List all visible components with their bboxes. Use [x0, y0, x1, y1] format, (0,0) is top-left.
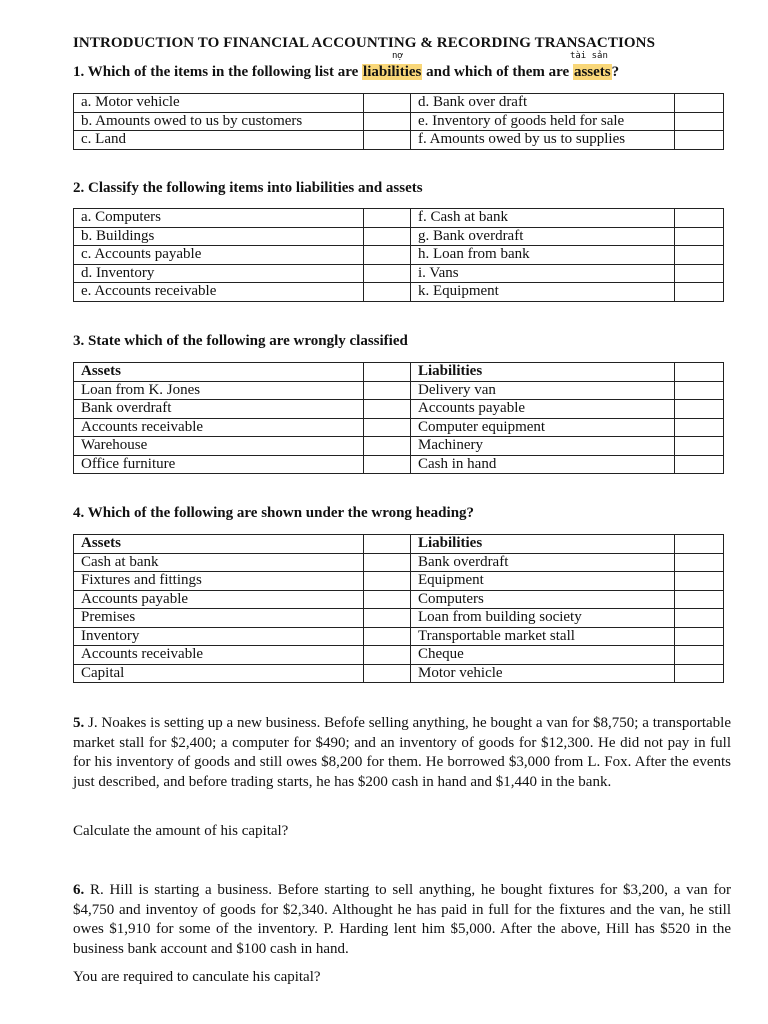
item-cell: Computer equipment [411, 418, 675, 437]
answer-cell[interactable] [675, 646, 724, 665]
answer-cell[interactable] [675, 664, 724, 683]
assets-column-header: Assets [74, 363, 364, 382]
item-cell: b. Amounts owed to us by customers [74, 112, 364, 131]
answer-cell[interactable] [364, 246, 411, 265]
item-cell: g. Bank overdraft [411, 227, 675, 246]
answer-cell[interactable] [675, 283, 724, 302]
item-cell: Computers [411, 590, 675, 609]
item-cell: Inventory [74, 627, 364, 646]
table-row [74, 664, 724, 683]
answer-cell[interactable] [675, 227, 724, 246]
answer-cell[interactable] [675, 455, 724, 474]
answer-cell[interactable] [675, 131, 724, 150]
table-header-row [74, 363, 724, 382]
q6-number: 6. [73, 882, 85, 898]
item-cell: a. Motor vehicle [74, 94, 364, 113]
item-cell: f. Amounts owed by us to supplies [411, 131, 675, 150]
answer-cell[interactable] [364, 400, 411, 419]
item-cell: e. Inventory of goods held for sale [411, 112, 675, 131]
table-row [74, 283, 724, 302]
q1-heading-before: 1. Which of the items in the following list are [73, 64, 363, 80]
answer-cell[interactable] [364, 381, 411, 400]
table-row [74, 209, 724, 228]
answer-cell[interactable] [675, 264, 724, 283]
answer-cell[interactable] [364, 112, 411, 131]
item-cell: Office furniture [74, 455, 364, 474]
q1-table [73, 93, 724, 150]
item-cell: Bank overdraft [411, 553, 675, 572]
table-row [74, 131, 724, 150]
q2-table [73, 208, 724, 302]
item-cell: a. Computers [74, 209, 364, 228]
item-cell: Accounts payable [74, 590, 364, 609]
answer-cell[interactable] [675, 381, 724, 400]
q6-paragraph [73, 881, 731, 959]
answer-cell[interactable] [364, 553, 411, 572]
q3-table [73, 362, 724, 474]
q5-number: 5. [73, 715, 85, 731]
annotation-tai-san: tài sản [569, 51, 608, 61]
answer-cell[interactable] [364, 609, 411, 628]
item-cell: Loan from K. Jones [74, 381, 364, 400]
item-cell: c. Accounts payable [74, 246, 364, 265]
liabilities-column-header: Liabilities [411, 363, 675, 382]
answer-cell[interactable] [675, 572, 724, 591]
answer-cell[interactable] [675, 400, 724, 419]
table-header-row [74, 535, 724, 554]
answer-cell[interactable] [675, 209, 724, 228]
assets-column-header: Assets [74, 535, 364, 554]
answer-cell[interactable] [364, 283, 411, 302]
table-row [74, 609, 724, 628]
item-cell: Loan from building society [411, 609, 675, 628]
item-cell: c. Land [74, 131, 364, 150]
answer-cell[interactable] [675, 535, 724, 554]
answer-cell[interactable] [364, 437, 411, 456]
item-cell: Machinery [411, 437, 675, 456]
answer-cell[interactable] [364, 131, 411, 150]
item-cell: h. Loan from bank [411, 246, 675, 265]
q4-heading: 4. Which of the following are shown under the wrong heading? [73, 505, 475, 521]
table-row [74, 572, 724, 591]
answer-cell[interactable] [675, 112, 724, 131]
answer-cell[interactable] [675, 627, 724, 646]
answer-cell[interactable] [675, 553, 724, 572]
answer-cell[interactable] [364, 646, 411, 665]
answer-cell[interactable] [364, 264, 411, 283]
answer-cell[interactable] [364, 209, 411, 228]
q2-heading: 2. Classify the following items into liabilities and assets [73, 180, 423, 196]
q5-paragraph [73, 714, 731, 792]
item-cell: Accounts receivable [74, 418, 364, 437]
table-row [74, 437, 724, 456]
answer-cell[interactable] [364, 590, 411, 609]
answer-cell[interactable] [364, 94, 411, 113]
item-cell: Capital [74, 664, 364, 683]
annotation-no: nợ [392, 51, 403, 61]
answer-cell[interactable] [364, 535, 411, 554]
table-row [74, 646, 724, 665]
q4-table [73, 534, 724, 683]
answer-cell[interactable] [675, 590, 724, 609]
answer-cell[interactable] [675, 363, 724, 382]
q5-question: Calculate the amount of his capital? [73, 823, 289, 839]
answer-cell[interactable] [364, 455, 411, 474]
item-cell: Accounts receivable [74, 646, 364, 665]
item-cell: b. Buildings [74, 227, 364, 246]
highlight-assets-text: assets [573, 64, 611, 80]
answer-cell[interactable] [364, 227, 411, 246]
table-row [74, 627, 724, 646]
answer-cell[interactable] [364, 363, 411, 382]
item-cell: k. Equipment [411, 283, 675, 302]
table-row [74, 227, 724, 246]
item-cell: Bank overdraft [74, 400, 364, 419]
highlight-liabilities-text: liabilities [363, 64, 422, 80]
item-cell: Cheque [411, 646, 675, 665]
liabilities-column-header: Liabilities [411, 535, 675, 554]
highlight-liabilities [362, 51, 422, 80]
table-row [74, 94, 724, 113]
item-cell: d. Inventory [74, 264, 364, 283]
item-cell: Equipment [411, 572, 675, 591]
q6-question: You are required to canculate his capital? [73, 969, 321, 985]
item-cell: Premises [74, 609, 364, 628]
item-cell: f. Cash at bank [411, 209, 675, 228]
answer-cell[interactable] [364, 572, 411, 591]
table-row [74, 400, 724, 419]
document-title: INTRODUCTION TO FINANCIAL ACCOUNTING & RECORDING TRANSACTIONS [73, 35, 656, 51]
item-cell: Accounts payable [411, 400, 675, 419]
answer-cell[interactable] [364, 664, 411, 683]
item-cell: Warehouse [74, 437, 364, 456]
item-cell: i. Vans [411, 264, 675, 283]
table-row [74, 418, 724, 437]
q1-heading-middle: and which of them are [422, 64, 573, 80]
answer-cell[interactable] [675, 437, 724, 456]
item-cell: Fixtures and fittings [74, 572, 364, 591]
answer-cell[interactable] [675, 246, 724, 265]
item-cell: d. Bank over draft [411, 94, 675, 113]
item-cell: Delivery van [411, 381, 675, 400]
table-row [74, 455, 724, 474]
table-row [74, 553, 724, 572]
item-cell: Cash at bank [74, 553, 364, 572]
answer-cell[interactable] [675, 418, 724, 437]
q1-heading-after: ? [611, 64, 620, 80]
table-row [74, 264, 724, 283]
table-row [74, 112, 724, 131]
item-cell: Transportable market stall [411, 627, 675, 646]
answer-cell[interactable] [364, 627, 411, 646]
q6-text: R. Hill is starting a business. Before starting to sell anything, he bought fixtures for $3,200, a van for $4,750 and inventoy of goods for $2,340. Althought he has paid in full for the fixtures and the van, he still owes $1,910 for some of the inventory. P. Harding lent him $5,000. After the above, Hill has $520 in the business bank account and $100 cash in hand. [73, 882, 731, 957]
highlight-assets [569, 51, 612, 80]
q1-heading [73, 51, 620, 81]
answer-cell[interactable] [364, 418, 411, 437]
answer-cell[interactable] [675, 94, 724, 113]
answer-cell[interactable] [675, 609, 724, 628]
q3-heading: 3. State which of the following are wrongly classified [73, 333, 408, 349]
item-cell: Cash in hand [411, 455, 675, 474]
q5-text: J. Noakes is setting up a new business. Befofe selling anything, he bought a van for $8,750; a transportable market stall for $2,400; a computer for $490; and an inventory of goods for $12,300. He did not pay in full for his inventory of goods and still owes $8,200 for them. He borrowed $3,000 from L. Fox. After the events just described, and before trading starts, he has $200 cash in hand and $1,440 in the bank. [73, 715, 731, 790]
table-row [74, 246, 724, 265]
table-row [74, 590, 724, 609]
item-cell: e. Accounts receivable [74, 283, 364, 302]
item-cell: Motor vehicle [411, 664, 675, 683]
table-row [74, 381, 724, 400]
